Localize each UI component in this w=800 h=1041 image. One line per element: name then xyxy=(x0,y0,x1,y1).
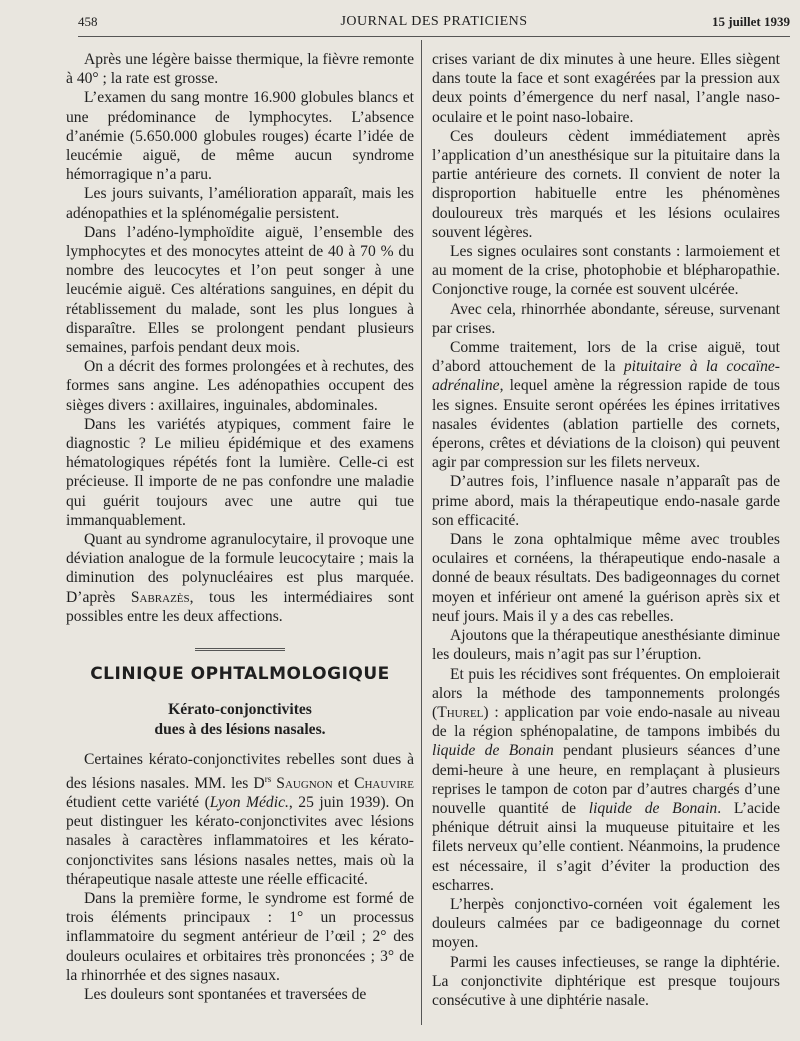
paragraph: Après une légère baisse thermique, la fièvre remonte à 40° ; la rate est grosse. xyxy=(66,51,414,88)
paragraph: Avec cela, rhinorrhée abondante, séreuse, survenant par crises. xyxy=(432,300,780,337)
paragraph: Dans le zona ophtalmique même avec troubles oculaires et cornéens, la thérapeutique endo-nasale a donné de beaux résultats. Des badigeonnages du cornet moyen et inférieur ont amené la guérison après six et neuf jours. Mais il y a des cas rebelles. xyxy=(432,531,780,625)
paragraph: L’herpès conjonctivo-cornéen voit également les douleurs calmées par ce badigeonnage du cornet moyen. xyxy=(432,895,780,952)
paragraph: Dans la première forme, le syndrome est formé de trois éléments principaux : 1° un processus inflammatoire du segment antérieur de l’œil ; 2° des douleurs oculaires et orbitaires très prononcées ; 3° de la rhinorrhée et des signes nasaux. xyxy=(66,889,414,984)
page-header xyxy=(78,14,790,34)
column-divider xyxy=(421,40,422,1025)
paragraph: Dans l’adéno-lymphoïdite aiguë, l’ensemble des lymphocytes et des monocytes atteint de 40 à 70 % du nombre des leucocytes et l’on peut songer à une leucémie aiguë. Ces altérations sanguines, en dépit du rétablissement du malade, sont les plus longues à disparaître. Elles se prolongent pendant plusieurs semaines, parfois pendant deux mois. xyxy=(66,223,414,357)
paragraph: Les signes oculaires sont constants : larmoiement et au moment de la crise, photophobie et blépharopathie. Conjonctive rouge, la cornée est souvent ulcérée. xyxy=(432,243,780,299)
paragraph: Les douleurs sont spontanées et traversées de xyxy=(84,985,367,1003)
page-number: 458 xyxy=(78,14,98,29)
paragraph: Quant au syndrome agranulocytaire, il provoque une déviation analogue de la formule leucocytaire ; mais la diminution des polynucléaires est plus marquée. D’après Sabrazès, tous les intermédiaires sont possibles entre les deux affections. xyxy=(66,531,414,625)
paragraph: L’examen du sang montre 16.900 globules blancs et une prédominance de lymphocytes. L’absence d’anémie (5.650.000 globules rouges) écarte l’idée de leucémie aiguë, de même aucun syndrome hémorragique n’a paru. xyxy=(66,89,414,184)
paragraph: Et puis les récidives sont fréquentes. On emploierait alors la méthode des tamponnements prolongés (Thurel) : application par voie endo-nasale au niveau de la région sphénopalatine, de tampons imbibés du liquide de Bonain pendant plusieurs séances d’une demi-heure à une heure, en remplaçant à plusieurs reprises le tampon de coton par d’autres chargés d’une nouvelle quantité de liquide de Bonain. L’acide phénique détruit ainsi la muqueuse pituitaire et les filets nerveux qu’elle contient. Néanmoins, la prudence est nécessaire, il s’agit d’éviter la production des escharres. xyxy=(432,665,780,894)
section-separator xyxy=(195,648,285,651)
right-column xyxy=(432,50,780,1010)
issue-date: 15 juillet 1939 xyxy=(712,14,790,29)
paragraph: Les jours suivants, l’amélioration apparaît, mais les adénopathies et la splénomégalie persistent. xyxy=(66,185,414,222)
paragraph: Parmi les causes infectieuses, se range la diphtérie. La conjonctivite diphtérique est presque toujours consécutive à une diphtérie nasale. xyxy=(432,953,780,1009)
author-name: Sabrazès xyxy=(130,588,190,606)
article-title: Kérato-conjonctivites dues à des lésions nasales. xyxy=(154,701,326,739)
paragraph: On a décrit des formes prolongées et à rechutes, des formes sans angine. Les adénopathies occupent des sièges divers : axillaires, inguinales, abdominales. xyxy=(66,358,414,414)
paragraph: Comme traitement, lors de la crise aiguë, tout d’abord attouchement de la pituitaire à la cocaïne-adrénaline, lequel amène la régression rapide de tous les signes. Ensuite seront opérées les épines irritatives nasales évidentes (ablation partielle des cornets, éperons, crêtes et déviations de la cloison) qui peuvent agir par compression sur les filets nerveux. xyxy=(432,339,780,472)
journal-reference: Lyon Médic. xyxy=(209,793,289,811)
author-name: Saugnon xyxy=(276,774,333,792)
author-name: Chauvire xyxy=(354,774,414,792)
paragraph: Ces douleurs cèdent immédiatement après l’application d’un anesthésique sur la pituitaire dans la partie antérieure des cornets. Il convient de noter la disproportion habituelle entre les phénomènes douloureux très marqués et les lésions oculaires souvent légères. xyxy=(432,127,780,241)
paragraph: Certaines kérato-conjonctivites rebelles sont dues à des lésions nasales. MM. les $D^{rs}$ Saugnon et Chauvire étudient cette variété (Lyon Médic., 25 juin 1939). On peut distinguer les kérato-conjonctivites avec lésions nasales à caractères inflammatoires et les kérato-conjonctivites sans lésions nasales nettes, mais où la thérapeutique nasale atteste une réelle efficacité. xyxy=(66,751,415,888)
section-title: CLINIQUE OPHTALMOLOGIQUE xyxy=(90,664,390,685)
paragraph: Ajoutons que la thérapeutique anesthésiante diminue les douleurs, mais n’agit pas sur l’éruption. xyxy=(432,627,780,664)
header-rule xyxy=(78,36,790,37)
paragraph: Dans les variétés atypiques, comment faire le diagnostic ? Le milieu épidémique et des examens hématologiques répétés font la lumière. Celle-ci est précieuse. Il importe de ne pas confondre une maladie qui guérit toujours avec une autre qui tue immanquablement. xyxy=(66,415,414,529)
left-column xyxy=(66,50,414,1004)
paragraph: D’autres fois, l’influence nasale n’apparaît pas de prime abord, mais la thérapeutique endo-nasale garde son efficacité. xyxy=(432,473,780,529)
author-name: Thurel xyxy=(437,703,484,721)
paragraph: crises variant de dix minutes à une heure. Elles siègent dans toute la face et sont exagérées par la pression aux deux points d’émergence du nerf nasal, l’angle naso-oculaire et le point naso-lobaire. xyxy=(432,51,780,126)
journal-title: JOURNAL DES PRATICIENS xyxy=(340,14,528,29)
